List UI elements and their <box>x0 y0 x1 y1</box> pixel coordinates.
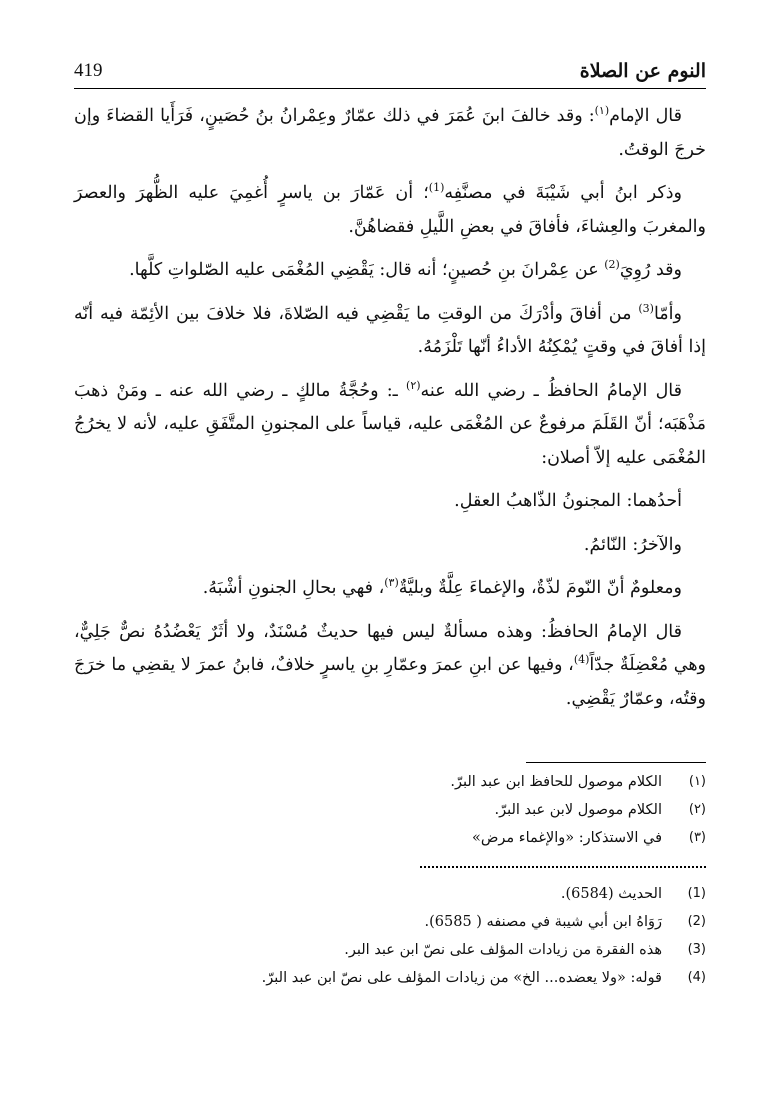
footnotes-editor <box>120 768 706 852</box>
main-text <box>74 100 706 726</box>
footnote-ref: (4) <box>573 653 590 667</box>
footnote-ref: (٣) <box>384 576 399 590</box>
paragraph: وأمّا$^{(3)}$ من أفاقَ وأدْرَكَ من الوقتِ ما يَقْضِي فيه الصّلاةَ، فلا خلافَ بين الأئِمّة فيه أنّه إذا أفاقَ في وقتٍ يُمْكِنُهُ الأداءُ أنّها تَلْزَمُهُ. <box>74 301 706 357</box>
paragraph: أحدُهما: المجنونُ الذّاهبُ العقلِ. <box>454 491 682 511</box>
dotted-separator <box>420 866 706 868</box>
footnote: (4) قوله: «ولا يعضده... الخ» من زيادات المؤلف على نصّ ابن عبد البرّ. <box>261 970 706 986</box>
footnote: (٢) الكلام موصول لابن عبد البرّ. <box>494 802 706 818</box>
footnote-separator <box>526 762 706 763</box>
paragraph: قال الإمامُ الحافظُ ـ رضي الله عنه$^{(٢)}$ ـ: وحُجَّةُ مالكٍ ـ رضي الله عنه ـ ومَنْ ذهبَ مَذْهَبَه؛ أنّ القَلَمَ مرفوعٌ عن المُغْمَى عليه، قياساً على المجنونِ المتَّفَقِ عليه، لأنه لا يخرُجُ المُغْمَى عليه إلاّ أصلان: <box>74 378 706 468</box>
paragraph: والآخرُ: النّائمُ. <box>583 534 682 555</box>
paragraph: وقد رُوِيَ$^{(2)}$ عن عِمْرانَ بنِ حُصينٍ؛ أنه قال: يَقْضِي المُغْمَى عليه الصّلواتِ كلَّها. <box>129 258 682 280</box>
footnote-ref: (١) <box>594 104 610 118</box>
footnote: (2) رَوَاهُ ابن أبي شيبة في مصنفه ( 6585). <box>424 914 706 930</box>
footnote-ref: (2) <box>604 258 620 272</box>
footnote-ref: (1) <box>428 181 445 195</box>
footnote: (1) الحديث (6584). <box>560 886 706 902</box>
paragraph: قال الإمام$^{(١)}$: وقد خالفَ ابنَ عُمَرَ في ذلك عمّارٌ وعِمْرانُ بنُ حُصَينٍ، فَرَأَيا القضاءَ وإن خرجَ الوقتُ. <box>74 104 706 160</box>
paragraph: وذكر ابنُ أبي شَيْبَةَ في مصنَّفِه$^{(1)}$؛ أن عَمّارَ بن ياسرٍ أُغمِيَ عليه الظُّهرَ والعصرَ والمغربَ والعِشاءَ، فأفاقَ في بعضِ اللَّيلِ فقضاهُنَّ. <box>74 181 706 237</box>
footnote: (١) الكلام موصول للحافظ ابن عبد البرّ. <box>450 774 706 790</box>
footnote: (٣) في الاستذكار: «والإغماء مرض» <box>471 830 706 846</box>
chapter-title: النوم عن الصلاة <box>579 60 706 82</box>
page-number: 419 <box>74 60 103 81</box>
paragraph: ومعلومٌ أنّ النّومَ لذّةٌ، والإغماءَ عِلَّةٌ وبليَّةٌ$^{(٣)}$، فهي بحالِ الجنونِ أشْبَهُ. <box>202 576 682 598</box>
footnote-ref: (٢) <box>406 378 421 392</box>
footnotes-sources <box>120 880 706 992</box>
footnote-ref: (3) <box>638 301 654 315</box>
running-header <box>74 58 706 89</box>
paragraph: قال الإمامُ الحافظُ: وهذه مسألةٌ ليس فيها حديثٌ مُسْنَدٌ، ولا أثَرٌ يَعْضُدُهُ نصٌّ جَلِيٌّ، وهي مُعْضِلَةٌ جدّاً$^{(4)}$، وفيها عن ابنِ عمرَ وعمّارِ بنِ ياسرٍ خلافٌ، فابنُ عمرَ لا يقضِي ما خرَجَ وقتُه، وعمّارٌ يَقْضِي. <box>74 621 706 709</box>
footnote: (3) هذه الفقرة من زيادات المؤلف على نصّ ابن عبد البر. <box>344 942 706 958</box>
